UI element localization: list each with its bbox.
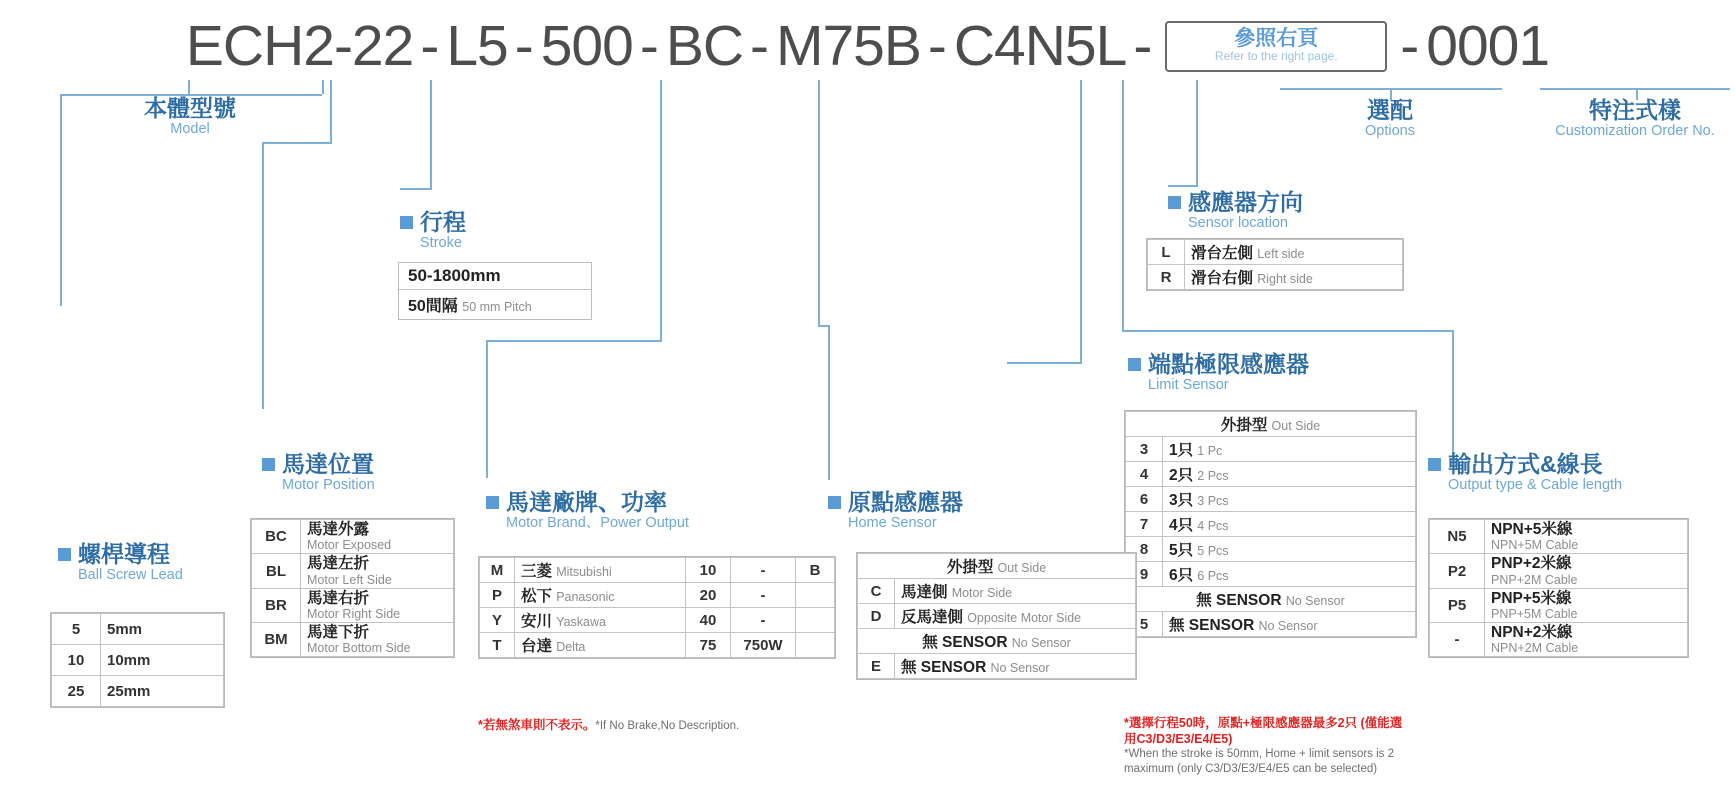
motor-position-table [250,518,455,658]
ball-screw-key: 10 [52,645,101,676]
stroke-pitch-cn: 50間隔 [408,298,458,315]
heading-limit-sensor-cn: 端點極限感應器 [1128,352,1309,377]
motor-brand-note-en: *If No Brake,No Description. [595,720,740,732]
stroke-pitch [399,290,591,319]
table-row [1430,588,1688,622]
leader-line [1452,330,1454,458]
home-sensor-desc: 馬達側 Motor Side [895,579,1136,604]
pn-segment-customization: 0001 [1426,13,1550,78]
table-row [480,583,835,608]
leader-line [330,80,332,142]
heading-limit-sensor-en: Limit Sensor [1148,377,1229,394]
limit-sensor-key: 3 [1126,437,1163,462]
table-row [480,608,835,633]
heading-motor-position-cn: 馬達位置 [262,452,375,477]
pn-segment-sensors: C4N5L [953,13,1127,78]
limit-sensor-note-en: *When the stroke is 50mm, Home + limit sensors is 2 maximum (only C3/D3/E3/E4/E5 can be selected) [1124,748,1395,775]
bullet-square-icon [1168,196,1181,209]
motor-power-code: 20 [686,583,731,608]
leader-line [1080,80,1082,362]
ball-screw-key: 25 [52,676,101,707]
heading-ball-screw-lead-en: Ball Screw Lead [78,567,183,584]
pn-dash: - [514,13,534,78]
motor-position-key: BC [252,520,301,554]
home-sensor-no-sensor-row: 無 SENSOR No Sensor [858,629,1136,654]
motor-power-code: 75 [686,633,731,658]
leader-line [1122,80,1124,330]
limit-sensor-desc: 3只 3 Pcs [1163,487,1416,512]
motor-power-watt: 750W [731,633,796,658]
motor-position-key: BR [252,588,301,622]
heading-output-type-cn: 輸出方式&線長 [1428,452,1622,477]
pn-option-box-cn: 參照右頁 [1234,27,1319,51]
motor-brand-key: Y [480,608,515,633]
output-type-desc: NPN+5米線 NPN+5M Cable [1485,520,1688,554]
stroke-pitch-en: 50 mm Pitch [462,300,532,314]
table-row [1148,240,1403,265]
heading-customization-cn: 特注式樣 [1589,97,1681,123]
motor-brand-key: M [480,558,515,583]
table-row [1126,437,1416,462]
leader-line [818,80,820,325]
table-row [252,520,454,554]
output-type-desc: NPN+2米線 NPN+2M Cable [1485,623,1688,657]
sensor-location-key: R [1148,265,1185,290]
bullet-square-icon [828,496,841,509]
pn-dash: - [420,13,440,78]
leader-line [818,325,828,327]
bullet-square-icon [58,548,71,561]
heading-ball-screw-lead [58,542,183,585]
heading-stroke-en: Stroke [420,235,462,252]
motor-brand-name: 安川 Yaskawa [515,608,686,633]
output-type-key: P2 [1430,554,1485,588]
motor-brake-code [796,608,835,633]
motor-power-code: 10 [686,558,731,583]
ball-screw-key: 5 [52,614,101,645]
heading-output-type [1428,452,1622,495]
leader-line [1196,80,1198,185]
sensor-location-table [1146,238,1404,291]
ball-screw-value: 25mm [101,676,224,707]
limit-sensor-no-sensor-row: 無 SENSOR No Sensor [1126,587,1416,612]
heading-home-sensor-cn: 原點感應器 [828,490,963,515]
table-row [52,645,224,676]
motor-brake-code [796,583,835,608]
heading-model-en: Model [170,121,210,138]
table-row [1126,487,1416,512]
limit-sensor-desc: 6只 6 Pcs [1163,562,1416,587]
motor-brand-key: T [480,633,515,658]
limit-sensor-desc: 2只 2 Pcs [1163,462,1416,487]
heading-sensor-location-cn: 感應器方向 [1168,190,1303,215]
table-row [252,554,454,588]
leader-line [262,142,264,409]
leader-line [60,94,62,306]
bullet-square-icon [486,496,499,509]
motor-brand-name: 台達 Delta [515,633,686,658]
bullet-square-icon [1428,458,1441,471]
heading-motor-position [262,452,375,495]
heading-stroke [400,210,466,253]
motor-brake-code: B [796,558,835,583]
table-row [858,579,1136,604]
heading-home-sensor-en: Home Sensor [848,515,937,532]
output-type-key: - [1430,623,1485,657]
leader-line [828,325,830,480]
heading-options-en: Options [1365,123,1415,140]
limit-sensor-desc: 5只 5 Pcs [1163,537,1416,562]
table-row [858,554,1136,579]
heading-motor-brand [486,490,689,533]
leader-line [430,80,432,188]
limit-sensor-key: 9 [1126,562,1163,587]
heading-motor-position-en: Motor Position [282,477,375,494]
pn-dash: - [927,13,947,78]
pn-segment-lead: L5 [446,13,508,78]
pn-dash: - [750,13,769,78]
table-row [252,623,454,657]
motor-power-watt: - [731,583,796,608]
leader-line [486,340,488,478]
table-row [1430,520,1688,554]
table-row [1430,554,1688,588]
sensor-location-desc: 滑台右側 Right side [1185,265,1403,290]
limit-sensor-note-cn: *選擇行程50時，原點+極限感應器最多2只 (僅能選用C3/D3/E3/E4/E5) [1124,716,1403,746]
table-row [252,588,454,622]
heading-stroke-cn: 行程 [400,210,466,235]
limit-sensor-key: 4 [1126,462,1163,487]
leader-line [262,142,332,144]
sensor-location-desc: 滑台左側 Left side [1185,240,1403,265]
ball-screw-lead-table [50,612,225,708]
motor-position-desc: 馬達下折 Motor Bottom Side [301,623,454,657]
heading-options-cn: 選配 [1367,97,1413,123]
limit-sensor-key: 8 [1126,537,1163,562]
table-row [1126,612,1416,637]
home-sensor-header: 外掛型 Out Side [858,554,1136,579]
home-sensor-desc: 反馬達側 Opposite Motor Side [895,604,1136,629]
leader-line [400,188,432,190]
table-row [1126,462,1416,487]
motor-position-key: BL [252,554,301,588]
table-row [1430,623,1688,657]
pn-dash: - [639,13,659,78]
output-type-key: P5 [1430,588,1485,622]
pn-segment-motor-position: BC [665,13,743,78]
heading-model [90,96,290,139]
limit-sensor-header: 外掛型 Out Side [1126,412,1416,437]
limit-sensor-key: 7 [1126,512,1163,537]
bullet-square-icon [262,458,275,471]
motor-power-watt: - [731,558,796,583]
table-row [1126,537,1416,562]
table-row [1126,562,1416,587]
table-row [858,654,1136,679]
leader-line [486,340,662,342]
heading-sensor-location [1168,190,1303,233]
leader-line [1007,362,1082,364]
home-sensor-table [856,552,1137,680]
pn-segment-stroke: 500 [540,13,633,78]
table-row [480,558,835,583]
home-sensor-desc: 無 SENSOR No Sensor [895,654,1136,679]
motor-brake-code [796,633,835,658]
heading-customization-en: Customization Order No. [1555,123,1715,140]
ball-screw-value: 5mm [101,614,224,645]
home-sensor-key: E [858,654,895,679]
bullet-square-icon [1128,358,1141,371]
heading-home-sensor [828,490,963,533]
limit-sensor-desc: 4只 4 Pcs [1163,512,1416,537]
pn-option-box [1165,21,1387,72]
motor-brand-name: 三菱 Mitsubishi [515,558,686,583]
stroke-table [398,262,592,320]
leader-line [322,80,324,94]
limit-sensor-note [1124,716,1414,776]
heading-output-type-en: Output type & Cable length [1448,477,1623,494]
pn-dash: - [1133,13,1153,78]
heading-model-cn: 本體型號 [144,95,236,121]
motor-brand-note-cn: *若無煞車則不表示。 [478,718,596,732]
motor-brand-table [478,556,836,659]
motor-power-code: 40 [686,608,731,633]
leader-line [660,80,662,340]
table-row [1126,587,1416,612]
output-type-key: N5 [1430,520,1485,554]
sensor-location-key: L [1148,240,1185,265]
table-row [52,614,224,645]
bullet-square-icon [400,216,413,229]
pn-option-box-en: Refer to the right page. [1214,49,1338,64]
part-number-line [0,6,1735,86]
table-row [52,676,224,707]
home-sensor-key: C [858,579,895,604]
heading-motor-brand-cn: 馬達廠牌、功率 [486,490,689,515]
motor-brand-name: 松下 Panasonic [515,583,686,608]
heading-options [1290,98,1490,141]
output-type-desc: PNP+5米線 PNP+5M Cable [1485,588,1688,622]
motor-power-watt: - [731,608,796,633]
heading-sensor-location-en: Sensor location [1188,215,1288,232]
table-row [1126,512,1416,537]
output-type-desc: PNP+2米線 PNP+2M Cable [1485,554,1688,588]
motor-brand-key: P [480,583,515,608]
leader-line [1122,330,1452,332]
pn-segment-motor-brand: M75B [775,13,921,78]
heading-motor-brand-en: Motor Brand、Power Output [506,515,689,532]
heading-customization [1530,98,1735,141]
ball-screw-value: 10mm [101,645,224,676]
limit-sensor-desc: 1只 1 Pc [1163,437,1416,462]
table-row [858,629,1136,654]
limit-sensor-key: 6 [1126,487,1163,512]
home-sensor-key: D [858,604,895,629]
motor-position-key: BM [252,623,301,657]
heading-limit-sensor [1128,352,1309,395]
leader-line [1168,185,1198,187]
leader-line [188,80,190,94]
heading-ball-screw-lead-cn: 螺桿導程 [58,542,183,567]
limit-sensor-table [1124,410,1417,638]
motor-brand-note [478,718,798,734]
table-row [1148,265,1403,290]
limit-sensor-key: 5 [1126,612,1163,637]
motor-position-desc: 馬達外露 Motor Exposed [301,520,454,554]
pn-segment-model: ECH2-22 [185,13,414,78]
table-row [858,604,1136,629]
motor-position-desc: 馬達左折 Motor Left Side [301,554,454,588]
stroke-range: 50-1800mm [399,263,591,290]
pn-dash: - [1400,13,1420,78]
limit-sensor-desc: 無 SENSOR No Sensor [1163,612,1416,637]
output-type-table [1428,518,1689,658]
table-row [1126,412,1416,437]
table-row [480,633,835,658]
leader-line [1540,88,1730,90]
motor-position-desc: 馬達右折 Motor Right Side [301,588,454,622]
